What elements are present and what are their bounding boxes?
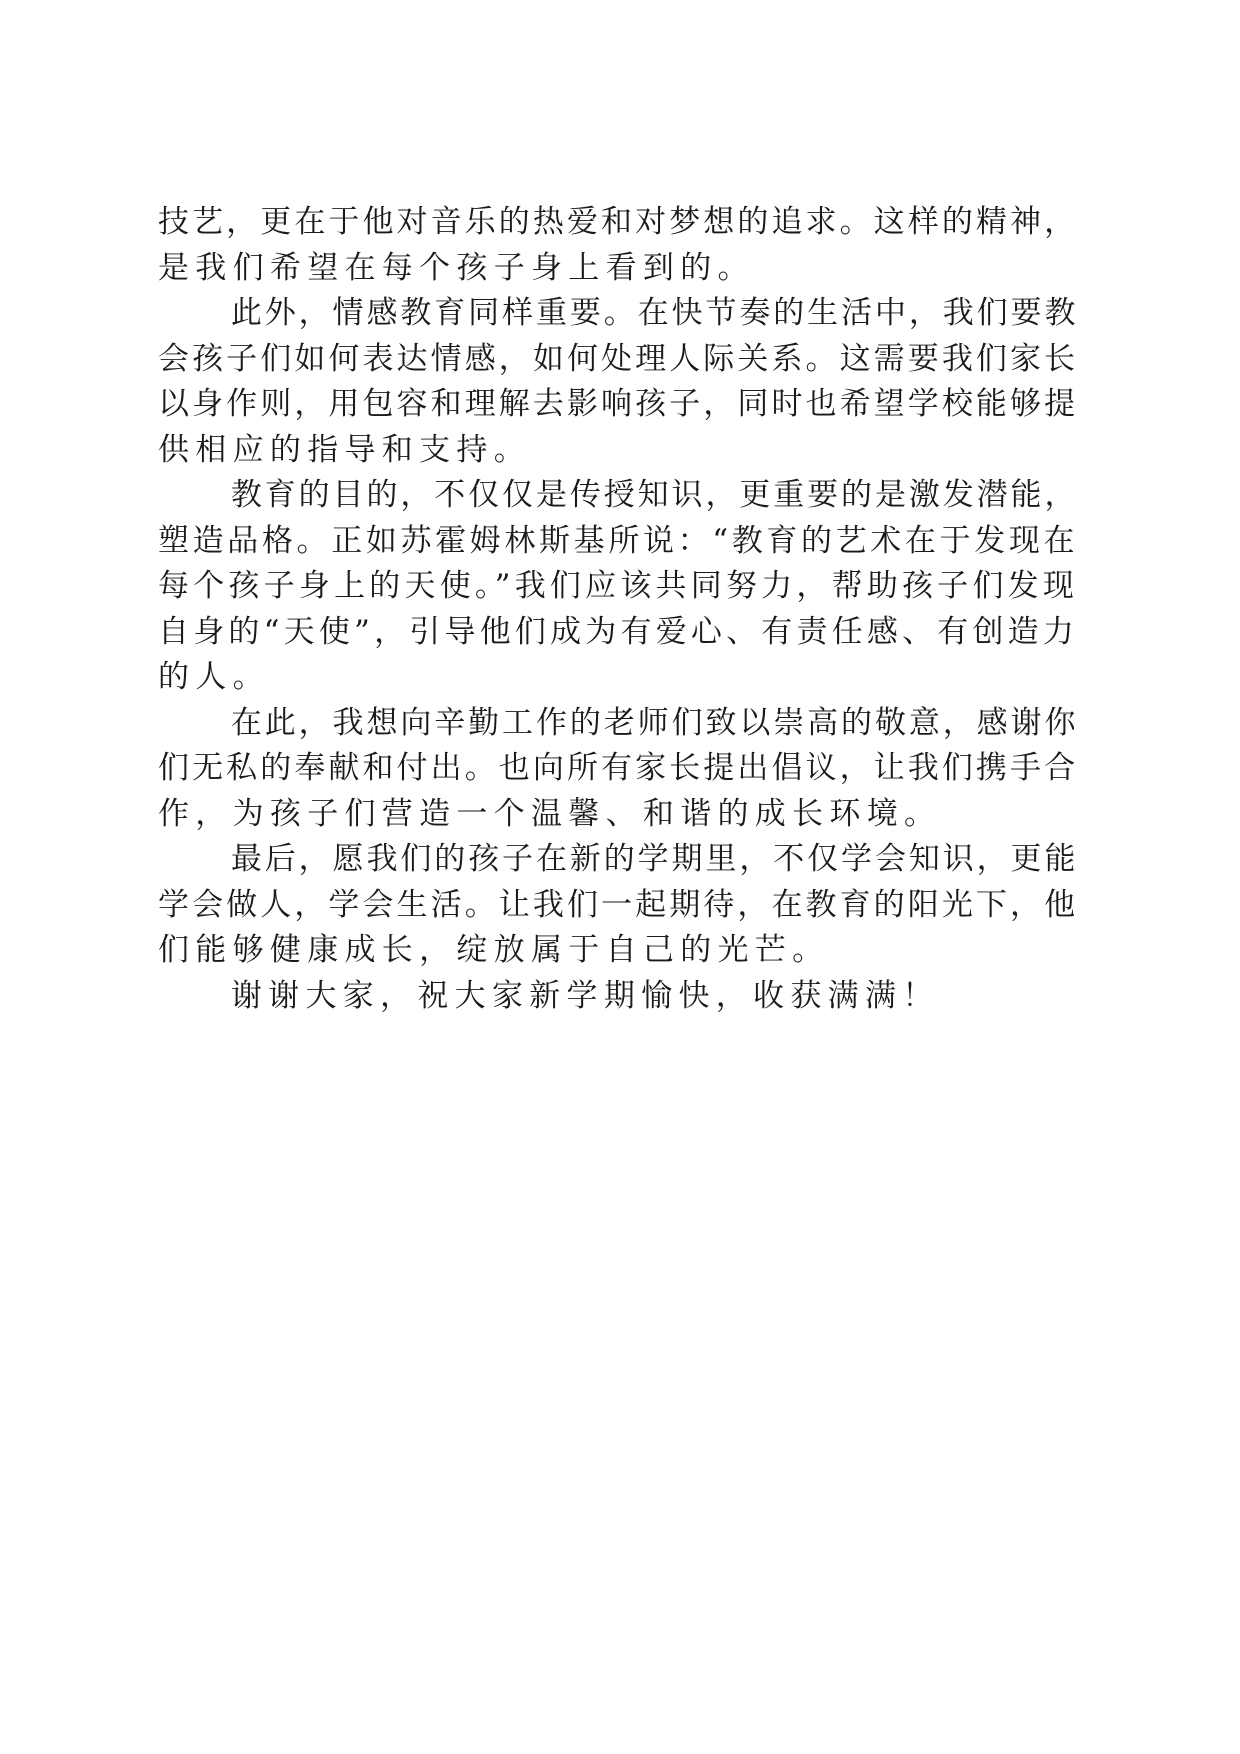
paragraph-1-line-2: 是我们希望在每个孩子身上看到的。 [158, 249, 755, 286]
paragraph-2 [158, 291, 1078, 473]
paragraph-3-line-3: 每个孩子身上的天使。”我们应该共同努力，帮助孩子们发现 [158, 568, 1078, 604]
paragraph-3-line-2: 塑造品格。正如苏霍姆林斯基所说：“教育的艺术在于发现在 [158, 522, 1078, 559]
paragraph-5-line-3: 们能够健康成长，绽放属于自己的光芒。 [158, 932, 830, 968]
paragraph-2-line-1: 此外，情感教育同样重要。在快节奏的生活中，我们要教 [230, 295, 1079, 331]
paragraph-1 [158, 200, 1078, 291]
paragraph-1-line-1: 技艺，更在于他对音乐的热爱和对梦想的追求。这样的精神， [158, 204, 1078, 240]
paragraph-5-line-1: 最后，愿我们的孩子在新的学期里，不仅学会知识，更能 [230, 841, 1079, 877]
paragraph-4-line-2: 们无私的奉献和付出。也向所有家长提出倡议，让我们携手合 [158, 750, 1078, 786]
paragraph-4-line-3: 作，为孩子们营造一个温馨、和谐的成长环境。 [158, 795, 942, 832]
paragraph-4 [158, 701, 1078, 838]
paragraph-2-line-4: 供相应的指导和支持。 [158, 431, 531, 468]
paragraph-3-line-5: 的人。 [158, 659, 270, 695]
paragraph-6-line-1: 谢谢大家，祝大家新学期愉快，收获满满！ [230, 977, 940, 1014]
paragraph-3-line-1: 教育的目的，不仅仅是传授知识，更重要的是激发潜能， [230, 477, 1079, 513]
paragraph-3-line-4: 自身的“天使”，引导他们成为有爱心、有责任感、有创造力 [158, 613, 1078, 650]
paragraph-5 [158, 837, 1078, 974]
paragraph-2-line-3: 以身作则，用包容和理解去影响孩子，同时也希望学校能够提 [158, 386, 1078, 422]
paragraph-3 [158, 473, 1078, 701]
paragraph-5-line-2: 学会做人，学会生活。让我们一起期待，在教育的阳光下，他 [158, 886, 1078, 923]
paragraph-6 [158, 974, 1078, 1020]
document-body [158, 200, 1078, 1019]
paragraph-4-line-1: 在此，我想向辛勤工作的老师们致以崇高的敬意，感谢你 [230, 704, 1079, 741]
paragraph-2-line-2: 会孩子们如何表达情感，如何处理人际关系。这需要我们家长 [158, 340, 1078, 377]
